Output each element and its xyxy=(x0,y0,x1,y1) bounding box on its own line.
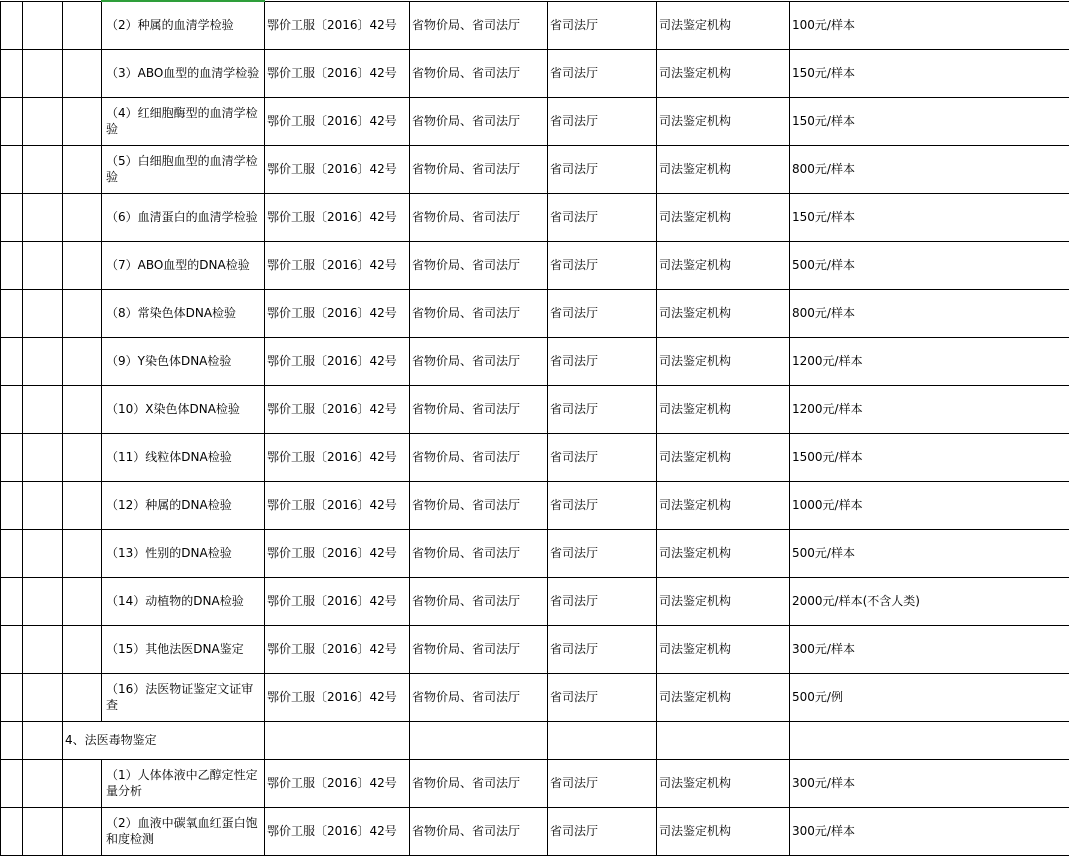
department-cell[interactable]: 省物价局、省司法厅 xyxy=(410,193,548,241)
empty-cell[interactable] xyxy=(63,807,102,855)
price-cell[interactable]: 1000元/样本 xyxy=(790,481,1069,529)
item-name-cell[interactable]: （8）常染色体DNA检验 xyxy=(102,289,265,337)
empty-cell[interactable] xyxy=(23,577,63,625)
empty-cell[interactable] xyxy=(1,289,23,337)
department-cell[interactable]: 省物价局、省司法厅 xyxy=(410,625,548,673)
unit-cell[interactable]: 司法鉴定机构 xyxy=(657,337,790,385)
unit-cell[interactable]: 司法鉴定机构 xyxy=(657,1,790,49)
document-number-cell[interactable]: 鄂价工服〔2016〕42号 xyxy=(265,241,410,289)
unit-cell[interactable]: 司法鉴定机构 xyxy=(657,673,790,721)
document-number-cell[interactable]: 鄂价工服〔2016〕42号 xyxy=(265,337,410,385)
empty-cell[interactable] xyxy=(23,385,63,433)
unit-cell[interactable]: 司法鉴定机构 xyxy=(657,49,790,97)
item-name-cell[interactable]: （15）其他法医DNA鉴定 xyxy=(102,625,265,673)
table-row xyxy=(1,49,1069,97)
authority-cell[interactable]: 省司法厅 xyxy=(548,625,657,673)
authority-cell[interactable]: 省司法厅 xyxy=(548,807,657,855)
document-number-cell[interactable]: 鄂价工服〔2016〕42号 xyxy=(265,49,410,97)
table-row xyxy=(1,337,1069,385)
unit-cell[interactable]: 司法鉴定机构 xyxy=(657,97,790,145)
item-name-cell[interactable]: （5）白细胞血型的血清学检验 xyxy=(102,145,265,193)
authority-cell[interactable]: 省司法厅 xyxy=(548,289,657,337)
unit-cell[interactable]: 司法鉴定机构 xyxy=(657,577,790,625)
document-number-cell[interactable]: 鄂价工服〔2016〕42号 xyxy=(265,625,410,673)
unit-cell[interactable]: 司法鉴定机构 xyxy=(657,529,790,577)
empty-cell[interactable] xyxy=(23,97,63,145)
empty-cell[interactable] xyxy=(1,433,23,481)
empty-cell[interactable] xyxy=(23,625,63,673)
department-cell[interactable]: 省物价局、省司法厅 xyxy=(410,241,548,289)
empty-cell[interactable] xyxy=(1,481,23,529)
empty-cell[interactable] xyxy=(1,385,23,433)
price-cell[interactable]: 150元/样本 xyxy=(790,97,1069,145)
department-cell[interactable]: 省物价局、省司法厅 xyxy=(410,1,548,49)
empty-cell[interactable] xyxy=(63,1,102,49)
authority-cell[interactable]: 省司法厅 xyxy=(548,1,657,49)
table-row xyxy=(1,807,1069,855)
authority-cell[interactable]: 省司法厅 xyxy=(548,241,657,289)
unit-cell[interactable]: 司法鉴定机构 xyxy=(657,759,790,807)
department-cell[interactable]: 省物价局、省司法厅 xyxy=(410,673,548,721)
item-name-cell[interactable]: （13）性别的DNA检验 xyxy=(102,529,265,577)
document-number-cell[interactable]: 鄂价工服〔2016〕42号 xyxy=(265,673,410,721)
empty-cell[interactable] xyxy=(1,337,23,385)
empty-cell[interactable] xyxy=(1,97,23,145)
table-row xyxy=(1,529,1069,577)
empty-cell[interactable] xyxy=(63,385,102,433)
table-row xyxy=(1,97,1069,145)
unit-cell[interactable]: 司法鉴定机构 xyxy=(657,241,790,289)
empty-cell[interactable] xyxy=(63,673,102,721)
document-number-cell[interactable]: 鄂价工服〔2016〕42号 xyxy=(265,1,410,49)
empty-cell[interactable] xyxy=(63,529,102,577)
item-name-cell[interactable]: （11）线粒体DNA检验 xyxy=(102,433,265,481)
empty-cell[interactable] xyxy=(63,481,102,529)
empty-cell[interactable] xyxy=(1,673,23,721)
authority-cell[interactable]: 省司法厅 xyxy=(548,337,657,385)
item-name-cell[interactable]: （7）ABO血型的DNA检验 xyxy=(102,241,265,289)
item-name-cell[interactable]: （2）种属的血清学检验 xyxy=(102,1,265,49)
empty-cell[interactable] xyxy=(1,193,23,241)
item-name-cell[interactable]: （2）血液中碳氧血红蛋白饱和度检测 xyxy=(102,807,265,855)
table-row xyxy=(1,145,1069,193)
table-row xyxy=(1,625,1069,673)
empty-cell[interactable] xyxy=(657,721,790,759)
price-cell[interactable]: 1200元/样本 xyxy=(790,337,1069,385)
authority-cell[interactable]: 省司法厅 xyxy=(548,433,657,481)
empty-cell[interactable] xyxy=(23,241,63,289)
document-number-cell[interactable]: 鄂价工服〔2016〕42号 xyxy=(265,529,410,577)
unit-cell[interactable]: 司法鉴定机构 xyxy=(657,193,790,241)
price-cell[interactable]: 500元/样本 xyxy=(790,241,1069,289)
empty-cell[interactable] xyxy=(63,145,102,193)
empty-cell[interactable] xyxy=(265,721,410,759)
table-row xyxy=(1,481,1069,529)
price-cell[interactable]: 100元/样本 xyxy=(790,1,1069,49)
price-cell[interactable]: 150元/样本 xyxy=(790,193,1069,241)
price-cell[interactable]: 300元/样本 xyxy=(790,625,1069,673)
empty-cell[interactable] xyxy=(1,1,23,49)
table-row xyxy=(1,193,1069,241)
document-number-cell[interactable]: 鄂价工服〔2016〕42号 xyxy=(265,193,410,241)
document-number-cell[interactable]: 鄂价工服〔2016〕42号 xyxy=(265,433,410,481)
table-row xyxy=(1,433,1069,481)
price-cell[interactable]: 300元/样本 xyxy=(790,807,1069,855)
unit-cell[interactable]: 司法鉴定机构 xyxy=(657,289,790,337)
table-row xyxy=(1,673,1069,721)
item-name-cell[interactable]: （3）ABO血型的血清学检验 xyxy=(102,49,265,97)
authority-cell[interactable]: 省司法厅 xyxy=(548,145,657,193)
authority-cell[interactable]: 省司法厅 xyxy=(548,673,657,721)
authority-cell[interactable]: 省司法厅 xyxy=(548,97,657,145)
empty-cell[interactable] xyxy=(23,145,63,193)
price-cell[interactable]: 500元/样本 xyxy=(790,529,1069,577)
empty-cell[interactable] xyxy=(23,481,63,529)
item-name-cell[interactable]: （14）动植物的DNA检验 xyxy=(102,577,265,625)
empty-cell[interactable] xyxy=(63,289,102,337)
empty-cell[interactable] xyxy=(63,337,102,385)
document-number-cell[interactable]: 鄂价工服〔2016〕42号 xyxy=(265,385,410,433)
empty-cell[interactable] xyxy=(1,241,23,289)
empty-cell[interactable] xyxy=(1,625,23,673)
department-cell[interactable]: 省物价局、省司法厅 xyxy=(410,97,548,145)
unit-cell[interactable]: 司法鉴定机构 xyxy=(657,385,790,433)
empty-cell[interactable] xyxy=(1,49,23,97)
empty-cell[interactable] xyxy=(63,759,102,807)
empty-cell[interactable] xyxy=(23,433,63,481)
item-name-cell[interactable]: （12）种属的DNA检验 xyxy=(102,481,265,529)
item-name-cell[interactable]: （16）法医物证鉴定文证审查 xyxy=(102,673,265,721)
price-cell[interactable]: 1200元/样本 xyxy=(790,385,1069,433)
unit-cell[interactable]: 司法鉴定机构 xyxy=(657,625,790,673)
unit-cell[interactable]: 司法鉴定机构 xyxy=(657,807,790,855)
authority-cell[interactable]: 省司法厅 xyxy=(548,385,657,433)
empty-cell[interactable] xyxy=(63,241,102,289)
department-cell[interactable]: 省物价局、省司法厅 xyxy=(410,289,548,337)
item-name-cell[interactable]: （10）X染色体DNA检验 xyxy=(102,385,265,433)
empty-cell[interactable] xyxy=(23,49,63,97)
empty-cell[interactable] xyxy=(1,145,23,193)
authority-cell[interactable]: 省司法厅 xyxy=(548,577,657,625)
unit-cell[interactable]: 司法鉴定机构 xyxy=(657,145,790,193)
department-cell[interactable]: 省物价局、省司法厅 xyxy=(410,145,548,193)
table-row xyxy=(1,577,1069,625)
price-cell[interactable]: 150元/样本 xyxy=(790,49,1069,97)
table-row xyxy=(1,759,1069,807)
department-cell[interactable]: 省物价局、省司法厅 xyxy=(410,337,548,385)
table-row xyxy=(1,241,1069,289)
empty-cell[interactable] xyxy=(1,759,23,807)
document-number-cell[interactable]: 鄂价工服〔2016〕42号 xyxy=(265,289,410,337)
department-cell[interactable]: 省物价局、省司法厅 xyxy=(410,807,548,855)
empty-cell[interactable] xyxy=(23,289,63,337)
empty-cell[interactable] xyxy=(63,577,102,625)
empty-cell[interactable] xyxy=(23,529,63,577)
authority-cell[interactable]: 省司法厅 xyxy=(548,529,657,577)
empty-cell[interactable] xyxy=(23,759,63,807)
empty-cell[interactable] xyxy=(23,193,63,241)
table-row xyxy=(1,385,1069,433)
empty-cell[interactable] xyxy=(63,97,102,145)
empty-cell[interactable] xyxy=(63,625,102,673)
document-number-cell[interactable]: 鄂价工服〔2016〕42号 xyxy=(265,145,410,193)
item-name-cell[interactable]: （9）Y染色体DNA检验 xyxy=(102,337,265,385)
section-title-cell[interactable]: 4、法医毒物鉴定 xyxy=(63,721,265,759)
empty-cell[interactable] xyxy=(63,193,102,241)
department-cell[interactable]: 省物价局、省司法厅 xyxy=(410,433,548,481)
authority-cell[interactable]: 省司法厅 xyxy=(548,49,657,97)
authority-cell[interactable]: 省司法厅 xyxy=(548,759,657,807)
unit-cell[interactable]: 司法鉴定机构 xyxy=(657,433,790,481)
empty-cell[interactable] xyxy=(1,807,23,855)
department-cell[interactable]: 省物价局、省司法厅 xyxy=(410,529,548,577)
price-cell[interactable]: 800元/样本 xyxy=(790,289,1069,337)
authority-cell[interactable]: 省司法厅 xyxy=(548,481,657,529)
department-cell[interactable]: 省物价局、省司法厅 xyxy=(410,577,548,625)
table-body xyxy=(1,1,1069,855)
item-name-cell[interactable]: （4）红细胞酶型的血清学检验 xyxy=(102,97,265,145)
empty-cell[interactable] xyxy=(23,1,63,49)
department-cell[interactable]: 省物价局、省司法厅 xyxy=(410,481,548,529)
department-cell[interactable]: 省物价局、省司法厅 xyxy=(410,385,548,433)
section-row xyxy=(1,721,1069,759)
price-cell[interactable]: 800元/样本 xyxy=(790,145,1069,193)
price-cell[interactable]: 2000元/样本(不含人类) xyxy=(790,577,1069,625)
unit-cell[interactable]: 司法鉴定机构 xyxy=(657,481,790,529)
item-name-cell[interactable]: （1）人体体液中乙醇定性定量分析 xyxy=(102,759,265,807)
department-cell[interactable]: 省物价局、省司法厅 xyxy=(410,49,548,97)
empty-cell[interactable] xyxy=(1,721,23,759)
empty-cell[interactable] xyxy=(1,529,23,577)
empty-cell[interactable] xyxy=(23,807,63,855)
document-number-cell[interactable]: 鄂价工服〔2016〕42号 xyxy=(265,481,410,529)
item-name-cell[interactable]: （6）血清蛋白的血清学检验 xyxy=(102,193,265,241)
empty-cell[interactable] xyxy=(63,433,102,481)
table-row xyxy=(1,289,1069,337)
empty-cell[interactable] xyxy=(1,577,23,625)
table-row xyxy=(1,1,1069,49)
department-cell[interactable]: 省物价局、省司法厅 xyxy=(410,759,548,807)
document-number-cell[interactable]: 鄂价工服〔2016〕42号 xyxy=(265,759,410,807)
document-number-cell[interactable]: 鄂价工服〔2016〕42号 xyxy=(265,807,410,855)
document-number-cell[interactable]: 鄂价工服〔2016〕42号 xyxy=(265,577,410,625)
empty-cell[interactable] xyxy=(63,49,102,97)
price-cell[interactable]: 500元/例 xyxy=(790,673,1069,721)
empty-cell[interactable] xyxy=(548,721,657,759)
document-number-cell[interactable]: 鄂价工服〔2016〕42号 xyxy=(265,97,410,145)
empty-cell[interactable] xyxy=(23,673,63,721)
empty-cell[interactable] xyxy=(410,721,548,759)
price-cell[interactable]: 1500元/样本 xyxy=(790,433,1069,481)
price-cell[interactable]: 300元/样本 xyxy=(790,759,1069,807)
empty-cell[interactable] xyxy=(23,721,63,759)
empty-cell[interactable] xyxy=(790,721,1069,759)
empty-cell[interactable] xyxy=(23,337,63,385)
authority-cell[interactable]: 省司法厅 xyxy=(548,193,657,241)
